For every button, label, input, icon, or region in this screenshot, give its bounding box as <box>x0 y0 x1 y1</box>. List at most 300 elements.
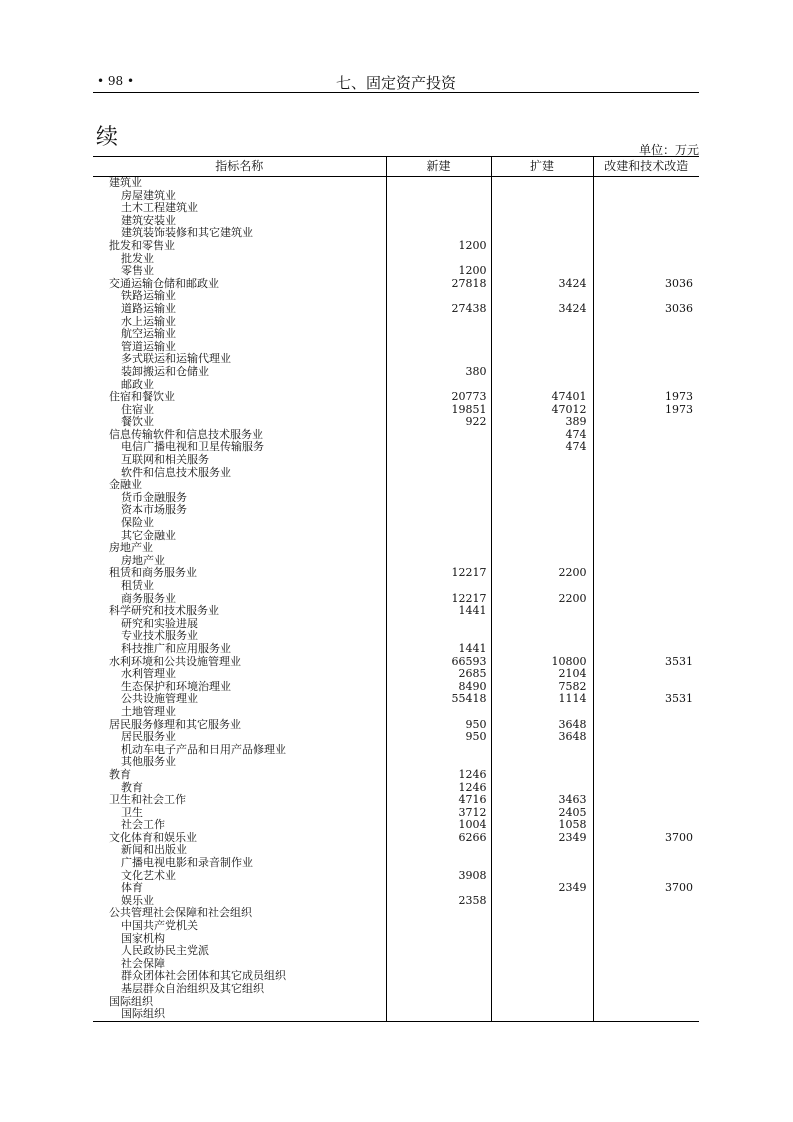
row-name: 公共设施管理业 <box>121 692 198 706</box>
cell-renovation <box>593 706 699 719</box>
table-row <box>93 253 699 266</box>
table-row <box>93 920 699 933</box>
row-name: 信息传输软件和信息技术服务业 <box>109 427 263 441</box>
cell-renovation <box>593 454 699 467</box>
cell-renovation <box>593 719 699 732</box>
row-name: 互联网和相关服务 <box>121 453 209 467</box>
row-name: 研究和实验进展 <box>121 616 198 630</box>
table-row <box>93 731 699 744</box>
cell-new <box>386 202 491 215</box>
table-row <box>93 517 699 530</box>
cell-renovation <box>593 215 699 228</box>
cell-expansion: 474 <box>491 441 593 454</box>
cell-renovation: 1973 <box>593 404 699 417</box>
cell-expansion <box>491 744 593 757</box>
row-name: 文化艺术业 <box>121 868 176 882</box>
cell-new <box>386 618 491 631</box>
cell-renovation <box>593 504 699 517</box>
cell-renovation <box>593 429 699 442</box>
table-row <box>93 366 699 379</box>
column-header-renovation: 改建和技术改造 <box>593 157 699 177</box>
cell-expansion <box>491 983 593 996</box>
cell-new: 380 <box>386 366 491 379</box>
cell-expansion <box>491 177 593 190</box>
page-header <box>93 70 699 92</box>
table-row <box>93 404 699 417</box>
cell-renovation: 3700 <box>593 832 699 845</box>
row-name: 房地产业 <box>109 541 153 555</box>
cell-expansion: 1114 <box>491 693 593 706</box>
cell-expansion <box>491 240 593 253</box>
cell-new: 3712 <box>386 807 491 820</box>
cell-renovation <box>593 328 699 341</box>
row-name: 金融业 <box>109 478 142 492</box>
cell-new: 1441 <box>386 605 491 618</box>
table-row <box>93 290 699 303</box>
cell-expansion: 2104 <box>491 668 593 681</box>
cell-renovation <box>593 441 699 454</box>
cell-renovation <box>593 744 699 757</box>
cell-new: 2358 <box>386 895 491 908</box>
cell-new <box>386 429 491 442</box>
row-name: 卫生和社会工作 <box>109 793 186 807</box>
table-row <box>93 945 699 958</box>
row-name: 基层群众自治组织及其它组织 <box>121 982 264 995</box>
cell-renovation <box>593 479 699 492</box>
row-name: 多式联运和运输代理业 <box>121 352 231 366</box>
cell-new: 3908 <box>386 870 491 883</box>
cell-renovation <box>593 316 699 329</box>
table-row <box>93 668 699 681</box>
cell-new <box>386 177 491 190</box>
cell-expansion <box>491 454 593 467</box>
cell-expansion <box>491 227 593 240</box>
cell-new <box>386 970 491 983</box>
table-row <box>93 643 699 656</box>
cell-renovation <box>593 756 699 769</box>
row-name: 体育 <box>121 881 143 895</box>
cell-new <box>386 983 491 996</box>
table-row <box>93 693 699 706</box>
cell-new: 1200 <box>386 265 491 278</box>
row-name: 装卸搬运和仓储业 <box>121 364 209 378</box>
cell-new: 1200 <box>386 240 491 253</box>
table-row <box>93 744 699 757</box>
table-row <box>93 542 699 555</box>
table-row <box>93 656 699 669</box>
cell-renovation <box>593 265 699 278</box>
unit-label: 单位：万元 <box>638 143 699 157</box>
cell-renovation <box>593 467 699 480</box>
cell-expansion: 3424 <box>491 278 593 291</box>
cell-renovation: 3531 <box>593 656 699 669</box>
cell-expansion: 2349 <box>491 882 593 895</box>
cell-new: 1246 <box>386 769 491 782</box>
row-name: 其他服务业 <box>121 755 176 769</box>
cell-expansion <box>491 479 593 492</box>
cell-expansion: 2200 <box>491 593 593 606</box>
row-name: 新闻和出版业 <box>121 843 187 857</box>
cell-expansion <box>491 706 593 719</box>
table-row <box>93 416 699 429</box>
cell-new: 2685 <box>386 668 491 681</box>
cell-expansion <box>491 857 593 870</box>
table-row <box>93 1008 699 1021</box>
row-name: 科技推广和应用服务业 <box>121 641 231 655</box>
row-name: 房屋建筑业 <box>121 188 176 202</box>
cell-renovation <box>593 1008 699 1021</box>
column-header-expansion: 扩建 <box>491 157 593 177</box>
row-name: 保险业 <box>121 516 154 530</box>
cell-expansion <box>491 517 593 530</box>
cell-renovation <box>593 593 699 606</box>
cell-new: 12217 <box>386 593 491 606</box>
cell-expansion <box>491 769 593 782</box>
row-name: 其它金融业 <box>121 528 176 542</box>
cell-expansion <box>491 996 593 1009</box>
row-name: 国家机构 <box>121 931 165 945</box>
row-name: 土地管理业 <box>121 704 176 718</box>
row-name: 水利管理业 <box>121 667 176 681</box>
cell-renovation <box>593 416 699 429</box>
cell-expansion <box>491 467 593 480</box>
cell-expansion: 2349 <box>491 832 593 845</box>
table-row <box>93 240 699 253</box>
cell-renovation <box>593 996 699 1009</box>
cell-renovation: 3531 <box>593 693 699 706</box>
cell-renovation <box>593 530 699 543</box>
row-name: 科学研究和技术服务业 <box>109 604 219 618</box>
cell-renovation <box>593 341 699 354</box>
cell-new <box>386 190 491 203</box>
cell-new: 27438 <box>386 303 491 316</box>
cell-renovation <box>593 366 699 379</box>
table-row <box>93 479 699 492</box>
cell-renovation <box>593 630 699 643</box>
table-row <box>93 567 699 580</box>
cell-renovation <box>593 177 699 190</box>
cell-expansion: 389 <box>491 416 593 429</box>
cell-expansion <box>491 630 593 643</box>
chapter-title: 七、固定资产投资 <box>335 74 456 92</box>
row-name: 群众团体社会团体和其它成员组织 <box>121 969 286 983</box>
table-row <box>93 857 699 870</box>
cell-new: 55418 <box>386 693 491 706</box>
row-name: 文化体育和娱乐业 <box>109 830 197 844</box>
row-name: 建筑安装业 <box>121 213 176 227</box>
cell-renovation <box>593 517 699 530</box>
cell-renovation: 3700 <box>593 882 699 895</box>
cell-expansion <box>491 1008 593 1021</box>
row-name: 中国共产党机关 <box>121 919 198 933</box>
row-name: 货币金融服务 <box>121 490 187 504</box>
cell-expansion <box>491 492 593 505</box>
cell-renovation <box>593 819 699 832</box>
row-name: 社会工作 <box>121 818 165 832</box>
cell-renovation: 1973 <box>593 391 699 404</box>
cell-renovation <box>593 807 699 820</box>
cell-renovation <box>593 353 699 366</box>
row-name: 公共管理社会保障和社会组织 <box>109 906 252 920</box>
cell-expansion <box>491 970 593 983</box>
cell-expansion <box>491 366 593 379</box>
cell-renovation <box>593 958 699 971</box>
cell-renovation <box>593 618 699 631</box>
cell-expansion <box>491 907 593 920</box>
cell-renovation <box>593 907 699 920</box>
cell-expansion: 1058 <box>491 819 593 832</box>
cell-new <box>386 857 491 870</box>
cell-expansion: 10800 <box>491 656 593 669</box>
table-row <box>93 316 699 329</box>
row-name: 批发业 <box>121 251 154 265</box>
cell-new: 950 <box>386 731 491 744</box>
table-row <box>93 454 699 467</box>
cell-renovation <box>593 542 699 555</box>
page-number: • 98 • <box>97 74 135 88</box>
cell-new: 6266 <box>386 832 491 845</box>
table-row <box>93 983 699 996</box>
row-name: 社会保障 <box>121 956 165 970</box>
row-name: 教育 <box>109 767 131 781</box>
cell-new <box>386 316 491 329</box>
table-row <box>93 807 699 820</box>
cell-new <box>386 492 491 505</box>
continued-title: 续 <box>96 125 119 150</box>
cell-expansion <box>491 265 593 278</box>
cell-new <box>386 580 491 593</box>
row-name: 人民政协民主党派 <box>121 944 209 958</box>
table-row <box>93 706 699 719</box>
cell-new <box>386 920 491 933</box>
cell-new <box>386 882 491 895</box>
table-header-row <box>93 157 699 177</box>
table-row <box>93 819 699 832</box>
cell-renovation <box>593 555 699 568</box>
cell-renovation <box>593 605 699 618</box>
row-name: 广播电视电影和录音制作业 <box>121 856 253 870</box>
cell-renovation <box>593 240 699 253</box>
cell-expansion <box>491 933 593 946</box>
cell-renovation <box>593 933 699 946</box>
row-name: 住宿和餐饮业 <box>109 390 175 404</box>
row-name: 道路运输业 <box>121 301 176 315</box>
table-row <box>93 328 699 341</box>
cell-new: 20773 <box>386 391 491 404</box>
cell-new <box>386 907 491 920</box>
cell-renovation <box>593 253 699 266</box>
table-row <box>93 605 699 618</box>
cell-renovation <box>593 731 699 744</box>
cell-renovation <box>593 227 699 240</box>
row-name: 交通运输仓储和邮政业 <box>109 276 219 290</box>
cell-new <box>386 441 491 454</box>
cell-new <box>386 542 491 555</box>
table-row <box>93 303 699 316</box>
row-name: 水利环境和公共设施管理业 <box>109 654 241 668</box>
table-row <box>93 580 699 593</box>
table-row <box>93 870 699 883</box>
cell-renovation <box>593 769 699 782</box>
row-name: 软件和信息技术服务业 <box>121 465 231 479</box>
table-row <box>93 391 699 404</box>
row-name: 机动车电子产品和日用产品修理业 <box>121 742 286 756</box>
table-row <box>93 278 699 291</box>
cell-new: 922 <box>386 416 491 429</box>
table-row <box>93 202 699 215</box>
cell-expansion <box>491 202 593 215</box>
row-name: 卫生 <box>121 805 143 819</box>
table-row <box>93 794 699 807</box>
row-name: 电信广播电视和卫星传输服务 <box>121 440 264 454</box>
cell-new: 1004 <box>386 819 491 832</box>
table-row <box>93 504 699 517</box>
table-row <box>93 227 699 240</box>
cell-expansion: 2405 <box>491 807 593 820</box>
cell-new <box>386 844 491 857</box>
cell-expansion <box>491 316 593 329</box>
column-header-indicator: 指标名称 <box>93 157 386 177</box>
table-row <box>93 769 699 782</box>
table-row <box>93 756 699 769</box>
cell-new <box>386 1008 491 1021</box>
cell-renovation <box>593 945 699 958</box>
row-name: 邮政业 <box>121 377 154 391</box>
row-name: 娱乐业 <box>121 893 154 907</box>
cell-new <box>386 215 491 228</box>
cell-renovation <box>593 920 699 933</box>
cell-new <box>386 467 491 480</box>
table-row <box>93 530 699 543</box>
cell-expansion: 2200 <box>491 567 593 580</box>
cell-renovation <box>593 970 699 983</box>
row-name: 商务服务业 <box>121 591 176 605</box>
row-name: 居民服务业 <box>121 730 176 744</box>
row-name: 居民服务修理和其它服务业 <box>109 717 241 731</box>
row-name: 土木工程建筑业 <box>121 201 198 215</box>
cell-expansion <box>491 920 593 933</box>
cell-expansion <box>491 618 593 631</box>
cell-expansion: 3648 <box>491 719 593 732</box>
table-row <box>93 719 699 732</box>
cell-expansion <box>491 353 593 366</box>
cell-new: 950 <box>386 719 491 732</box>
cell-expansion <box>491 190 593 203</box>
cell-expansion: 474 <box>491 429 593 442</box>
cell-expansion <box>491 756 593 769</box>
column-header-new: 新建 <box>386 157 491 177</box>
row-name: 租赁和商务服务业 <box>109 566 197 580</box>
row-name: 建筑装饰装修和其它建筑业 <box>121 226 253 240</box>
cell-renovation <box>593 983 699 996</box>
table-row <box>93 882 699 895</box>
row-name: 管道运输业 <box>121 339 176 353</box>
cell-new: 27818 <box>386 278 491 291</box>
cell-new <box>386 517 491 530</box>
row-name: 水上运输业 <box>121 314 176 328</box>
cell-renovation <box>593 782 699 795</box>
cell-new <box>386 744 491 757</box>
cell-renovation <box>593 643 699 656</box>
cell-expansion <box>491 580 593 593</box>
row-name: 租赁业 <box>121 579 154 592</box>
table-row <box>93 467 699 480</box>
cell-expansion: 3463 <box>491 794 593 807</box>
table-row <box>93 996 699 1009</box>
cell-renovation <box>593 844 699 857</box>
cell-new <box>386 479 491 492</box>
row-name: 国际组织 <box>93 1008 386 1021</box>
cell-renovation <box>593 857 699 870</box>
cell-new <box>386 706 491 719</box>
row-name: 专业技术服务业 <box>121 629 198 643</box>
cell-expansion <box>491 958 593 971</box>
investment-table <box>93 156 699 1022</box>
cell-new <box>386 996 491 1009</box>
table-body <box>93 177 699 1022</box>
cell-expansion: 47012 <box>491 404 593 417</box>
cell-expansion <box>491 945 593 958</box>
row-name: 住宿业 <box>121 402 154 416</box>
cell-expansion <box>491 215 593 228</box>
row-name: 批发和零售业 <box>109 238 175 252</box>
cell-expansion: 3648 <box>491 731 593 744</box>
cell-new <box>386 454 491 467</box>
cell-new: 1441 <box>386 643 491 656</box>
cell-expansion <box>491 605 593 618</box>
cell-renovation: 3036 <box>593 278 699 291</box>
row-name: 房地产业 <box>121 553 165 567</box>
row-name: 建筑业 <box>109 176 142 189</box>
cell-renovation <box>593 668 699 681</box>
table-row <box>93 265 699 278</box>
cell-expansion <box>491 643 593 656</box>
cell-expansion <box>491 341 593 354</box>
cell-new <box>386 945 491 958</box>
row-name: 国际组织 <box>109 994 153 1008</box>
cell-new <box>386 933 491 946</box>
cell-new <box>386 530 491 543</box>
cell-expansion: 7582 <box>491 681 593 694</box>
cell-expansion <box>491 542 593 555</box>
row-name: 铁路运输业 <box>121 289 176 303</box>
cell-new: 4716 <box>386 794 491 807</box>
cell-renovation <box>593 580 699 593</box>
row-name: 资本市场服务 <box>121 503 187 517</box>
cell-new <box>386 504 491 517</box>
row-name: 航空运输业 <box>121 327 176 341</box>
row-name: 餐饮业 <box>121 415 154 429</box>
cell-expansion <box>491 504 593 517</box>
cell-new: 66593 <box>386 656 491 669</box>
header-rule <box>93 92 699 93</box>
cell-new: 8490 <box>386 681 491 694</box>
cell-new <box>386 328 491 341</box>
cell-renovation: 3036 <box>593 303 699 316</box>
cell-renovation <box>593 794 699 807</box>
cell-new <box>386 958 491 971</box>
cell-new: 19851 <box>386 404 491 417</box>
cell-renovation <box>593 567 699 580</box>
cell-expansion: 3424 <box>491 303 593 316</box>
cell-expansion <box>491 844 593 857</box>
row-name: 零售业 <box>121 264 154 278</box>
cell-renovation <box>593 190 699 203</box>
table-row <box>93 379 699 392</box>
cell-new <box>386 341 491 354</box>
cell-renovation <box>593 895 699 908</box>
cell-expansion: 47401 <box>491 391 593 404</box>
